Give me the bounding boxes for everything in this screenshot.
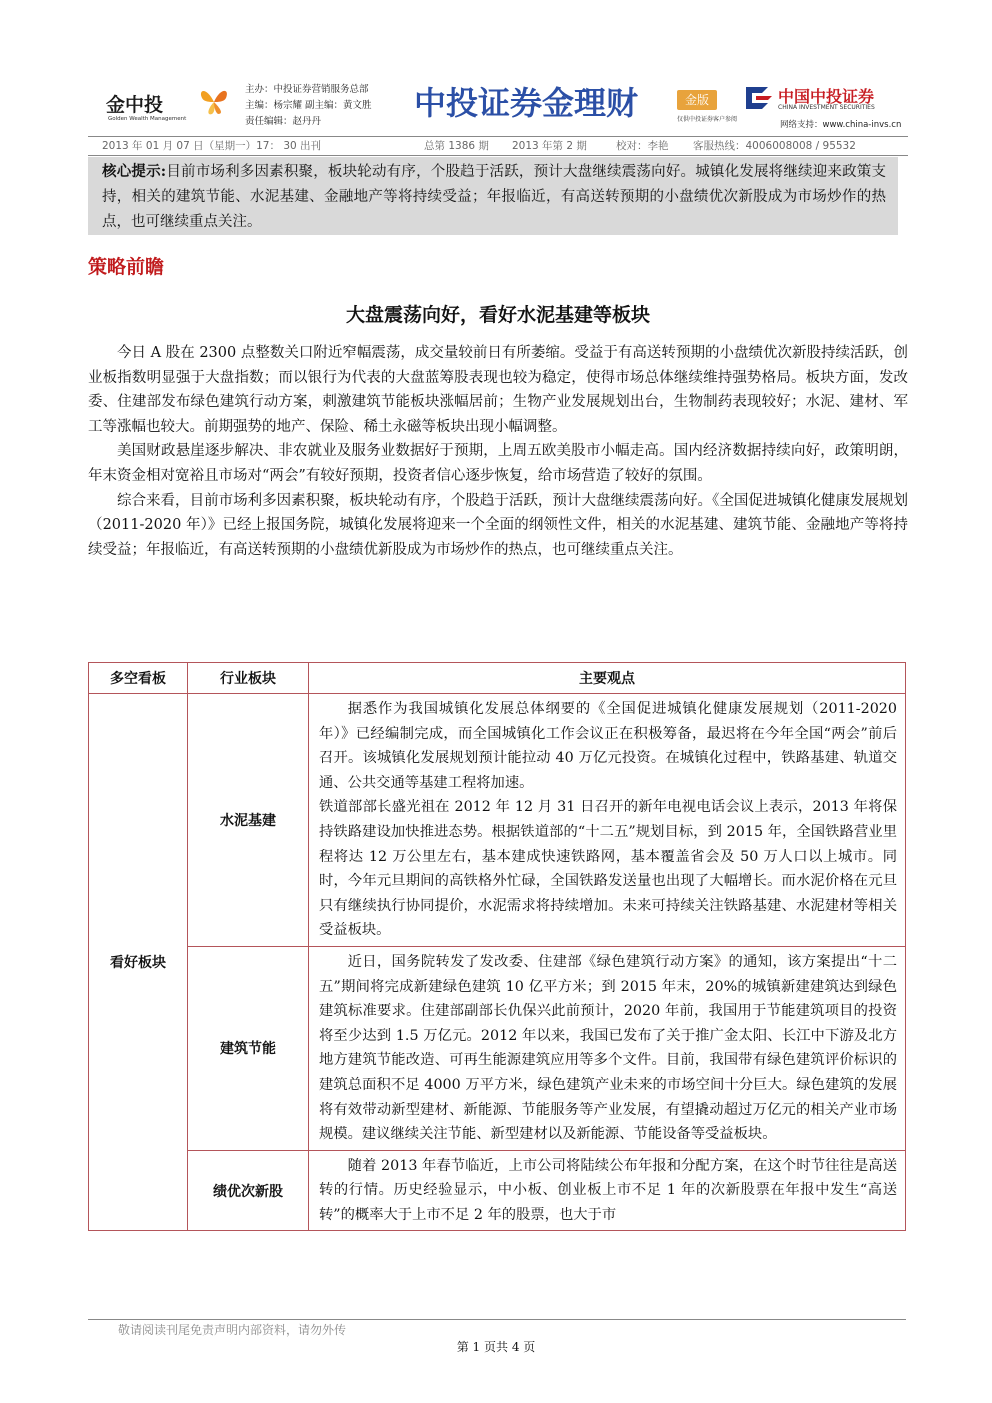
key-tips-label: 核心提示: [102, 163, 167, 180]
editors-line: 主编：杨宗耀 副主编：黄文胜 [245, 100, 372, 111]
sector-cell: 水泥基建 [188, 694, 309, 947]
cis-logo-icon [744, 85, 774, 111]
publication-title: 中投证券金理财 [414, 84, 639, 122]
website-link[interactable]: 网络支持：www.china-invs.cn [780, 120, 902, 130]
article-paragraph: 今日 A 股在 2300 点整数关口附近窄幅震荡，成交量较前日有所萎缩。受益于有高送转预期的小盘绩优次新股持续活跃，创业板指数明显强于大盘指数；而以银行为代表的大盘蓝筹股表现也较为稳定，使得市场总体继续维持强势格局。板块方面，发改委、住建部发布绿色建筑行动方案，刺激建筑节能板块涨幅居前；生物产业发展规划出台，生物制药表现较好；水泥、建材、军工等涨幅也较大。前期强势的地产、保险、稀土永磁等板块出现小幅调整。 [88, 345, 908, 435]
view-paragraph: 铁道部部长盛光祖在 2012 年 12 月 31 日召开的新年电视电话会议上表示，2013 年将保持铁路建设加快推进态势。根据铁道部的“十二五”规划目标，到 2015 年，全国铁路营业里程将达 12 万公里左右，基本建成快速铁路网，基本覆盖省会及 50 万人口以上城市。同时，今年元旦期间的高铁格外忙碌，全国铁路发送量也出现了大幅增长。而水泥价格在元旦只有继续执行协同提价，水泥需求将持续增加。未来可持续关注铁路基建、水泥建材等相关受益板块。 [319, 799, 897, 939]
editorial-info [245, 82, 372, 130]
sector-cell: 绩优次新股 [188, 1150, 309, 1231]
brand-name: 金中投 [106, 94, 164, 116]
table-header-sector: 行业板块 [188, 663, 309, 694]
view-cell [309, 1150, 906, 1231]
view-cell [309, 694, 906, 947]
golden-wealth-logo [106, 80, 236, 130]
edition-badge: 金版 [677, 90, 717, 110]
company-name: 中国中投证券 [778, 87, 875, 106]
view-paragraph: 随着 2013 年春节临近，上市公司将陆续公布年报和分配方案，在这个时节往往是高送转的行情。历史经验显示，中小板、创业板上市不足 1 年的次新股票在年报中发生“高送转”的概率大于上市不足 2 年的股票，也大于市 [319, 1157, 897, 1223]
bias-group-cell: 看好板块 [89, 694, 188, 1231]
table-row [89, 694, 906, 947]
key-tips-box [88, 157, 898, 235]
sector-cell: 建筑节能 [188, 946, 309, 1150]
footer-disclaimer: 敬请阅读刊尾免责声明内部资料，请勿外传 [118, 1323, 347, 1337]
brand-english-name: Golden Wealth Management [108, 116, 187, 122]
total-issue: 总第 1386 期 [424, 140, 489, 152]
article-title: 大盘震荡向好，看好水泥基建等板块 [345, 304, 650, 326]
section-title: 策略前瞻 [88, 256, 165, 278]
article-body [88, 341, 908, 562]
proofreader: 校对：李艳 [616, 140, 669, 152]
china-investment-securities-logo [744, 82, 908, 134]
duty-editor-line: 责任编辑：赵丹丹 [245, 116, 322, 127]
issue-number: 2013 年第 2 期 [512, 140, 587, 152]
issue-date: 2013 年 01 月 07 日（星期一）17： 30 出刊 [102, 140, 322, 152]
service-hotline: 客服热线：4006008008 / 95532 [693, 140, 856, 152]
page-number: 第 1 页共 4 页 [456, 1340, 536, 1354]
publication-subtitle: 仅供中投证券客户参阅 [677, 116, 738, 123]
masthead-header [88, 74, 908, 136]
table-header-row [89, 663, 906, 694]
article-paragraph: 综合来看，目前市场利多因素积聚，板块轮动有序，个股趋于活跃，预计大盘继续震荡向好。《全国促进城镇化健康发展规划（2011-2020 年）》已经上报国务院，城镇化发展将迎来一个全面的纲领性文件，相关的水泥基建、建筑节能、金融地产等将持续受益；年报临近，有高送转预期的小盘绩优新股成为市场炒作的热点，也可继续重点关注。 [88, 492, 908, 558]
table-header-bias: 多空看板 [89, 663, 188, 694]
view-paragraph: 据悉作为我国城镇化发展总体纲要的《全国促进城镇化健康发展规划（2011-2020 年）》已经编制完成，而全国城镇化工作会议正在积极筹备，最迟将在今年全国“两会”前后召开。该城镇化发展规划预计能拉动 40 万亿元投资。在城镇化过程中，铁路基建、轨道交通、公共交通等基建工程将加速。 [319, 701, 897, 791]
view-cell [309, 946, 906, 1150]
table-header-view: 主要观点 [309, 663, 906, 694]
table-row [89, 946, 906, 1150]
footer-divider [88, 1319, 906, 1320]
company-english-name: CHINA INVESTMENT SECURITIES [778, 104, 875, 111]
table-row [89, 1150, 906, 1231]
sector-outlook-table [88, 662, 906, 1231]
butterfly-icon [198, 84, 230, 118]
host-line: 主办：中投证券营销服务总部 [245, 84, 369, 95]
key-tips-text: 目前市场利多因素积聚，板块轮动有序，个股趋于活跃，预计大盘继续震荡向好。城镇化发展将继续迎来政策支持，相关的建筑节能、水泥基建、金融地产等将持续受益；年报临近，有高送转预期的小盘绩优次新股成为市场炒作的热点，也可继续重点关注。 [102, 164, 886, 230]
article-paragraph: 美国财政悬崖逐步解决、非农就业及服务业数据好于预期，上周五欧美股市小幅走高。国内经济数据持续向好，政策明朗，年末资金相对宽裕且市场对“两会”有较好预期，投资者信心逐步恢复，给市场营造了较好的氛围。 [88, 443, 908, 484]
issue-info-bar [88, 136, 908, 156]
view-paragraph: 近日，国务院转发了发改委、住建部《绿色建筑行动方案》的通知，该方案提出“十二五”期间将完成新建绿色建筑 10 亿平方米；到 2015 年末，20%的城镇新建建筑达到绿色建筑标准要求。住建部副部长仇保兴此前预计，2020 年前，我国用于节能建筑项目的投资将至少达到 1.5 万亿元。2012 年以来，我国已发布了关于推广金太阳、长江中下游及北方地方建筑节能改造、可再生能源建筑应用等多个文件。目前，我国带有绿色建筑评价标识的建筑总面积不足 4000 万平方米，绿色建筑产业未来的市场空间十分巨大。绿色建筑的发展将有效带动新型建材、新能源、节能服务等产业发展，有望撬动超过万亿元的相关产业市场规模。建议继续关注节能、新型建材以及新能源、节能设备等受益板块。 [319, 953, 897, 1143]
